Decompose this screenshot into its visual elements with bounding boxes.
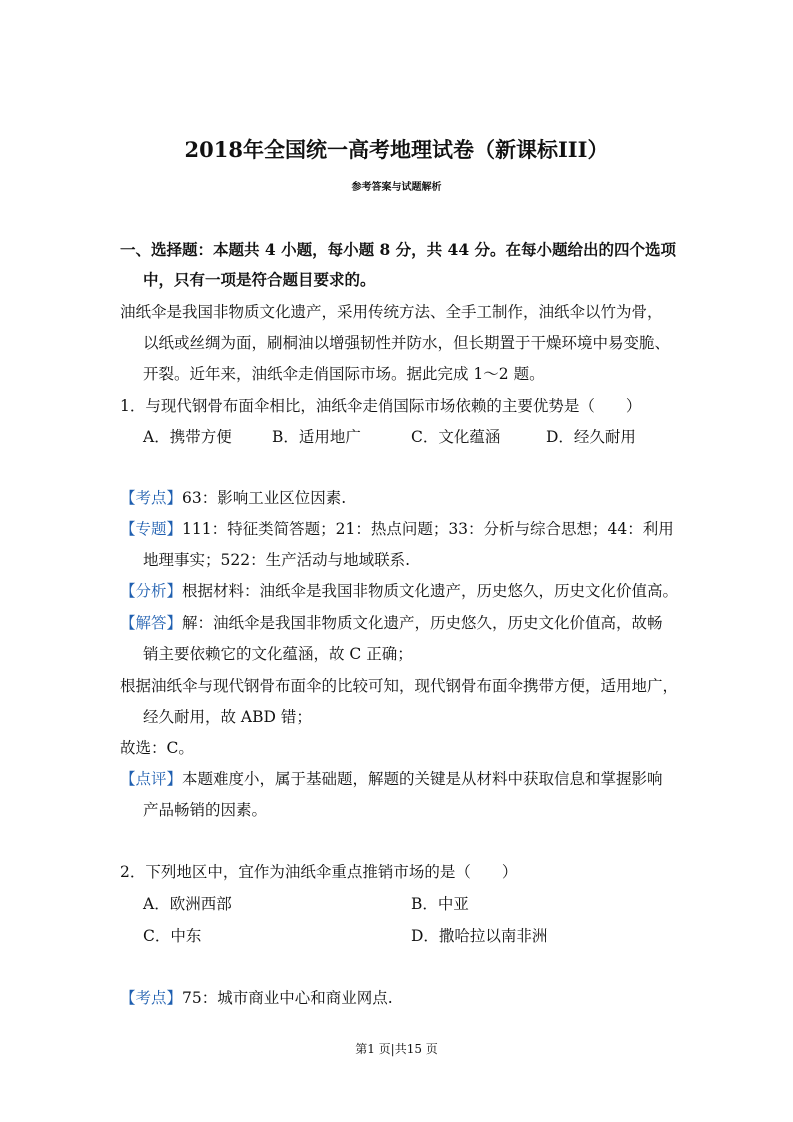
a1-jieda [120, 611, 663, 633]
fenxi-tag: 【分析】 [120, 582, 183, 600]
jieda-text: 解：油纸伞是我国非物质文化遗产，历史悠久，历史文化价值高，故畅 [182, 614, 663, 632]
dianping-text-2: 产品畅销的因素。 [143, 801, 268, 819]
jieda-text-2: 销主要依赖它的文化蕴涵，故 C 正确； [143, 645, 413, 663]
q2-option-d: D．撒哈拉以南非洲 [411, 927, 548, 945]
kaodian-text: 63：影响工业区位因素. [182, 489, 347, 507]
zhuanti-text-cont: 地理事实；522：生产活动与地域联系. [143, 551, 411, 569]
kaodian-tag-2: 【考点】 [120, 989, 183, 1007]
a1-fenxi [120, 579, 678, 601]
q1-option-a: A．携带方便 [143, 428, 232, 446]
section-heading-line1: 一、选择题：本题共 4 小题，每小题 8 分，共 44 分。在每小题给出的四个选项 [120, 240, 677, 259]
zhuanti-tag: 【专题】 [120, 520, 183, 538]
q2-option-c: C．中东 [143, 927, 202, 945]
dianping-text: 本题难度小，属于基础题，解题的关键是从材料中获取信息和掌握影响 [182, 770, 663, 788]
kaodian-tag: 【考点】 [120, 489, 183, 507]
a1-kaodian [120, 486, 346, 508]
jieda-tag: 【解答】 [120, 614, 183, 632]
document-title: 2018年全国统一高考地理试卷（新课标III） [184, 137, 609, 162]
jieda-text-4: 经久耐用，故 ABD 错； [143, 708, 312, 726]
page-footer: 第1 页|共15 页 [355, 1042, 438, 1056]
q1-option-c: C．文化蕴涵 [411, 428, 501, 446]
question-1-stem: 1．与现代钢骨布面伞相比，油纸伞走俏国际市场依赖的主要优势是（ ） [120, 397, 642, 415]
q2-option-b: B．中亚 [411, 895, 469, 913]
material-line-3: 开裂。近年来，油纸伞走俏国际市场。据此完成 1～2 题。 [143, 365, 545, 383]
jieda-answer: 故选：C。 [120, 739, 194, 757]
question-2-stem: 2．下列地区中，宜作为油纸伞重点推销市场的是（ ） [120, 863, 518, 881]
a1-zhuanti [120, 517, 674, 539]
a1-dianping [120, 767, 663, 789]
q1-option-b: B．适用地广 [272, 428, 361, 446]
q2-option-a: A．欧洲西部 [143, 895, 232, 913]
zhuanti-text: 111：特征类简答题；21：热点问题；33：分析与综合思想；44：利用 [182, 520, 674, 538]
section-heading-line2: 中，只有一项是符合题目要求的。 [143, 270, 376, 289]
material-line-1: 油纸伞是我国非物质文化遗产，采用传统方法、全手工制作，油纸伞以竹为骨， [120, 303, 663, 321]
jieda-text-3: 根据油纸伞与现代钢骨布面伞的比较可知，现代钢骨布面伞携带方便，适用地广， [120, 677, 679, 695]
q1-option-d: D．经久耐用 [546, 428, 636, 446]
fenxi-text: 根据材料：油纸伞是我国非物质文化遗产，历史悠久，历史文化价值高。 [182, 582, 679, 600]
material-line-2: 以纸或丝绸为面，刷桐油以增强韧性并防水，但长期置于干燥环境中易变脆、 [143, 334, 671, 352]
dianping-tag: 【点评】 [120, 770, 183, 788]
a2-kaodian [120, 986, 393, 1008]
kaodian-text-2: 75：城市商业中心和商业网点. [182, 989, 393, 1007]
document-subtitle: 参考答案与试题解析 [351, 182, 442, 193]
